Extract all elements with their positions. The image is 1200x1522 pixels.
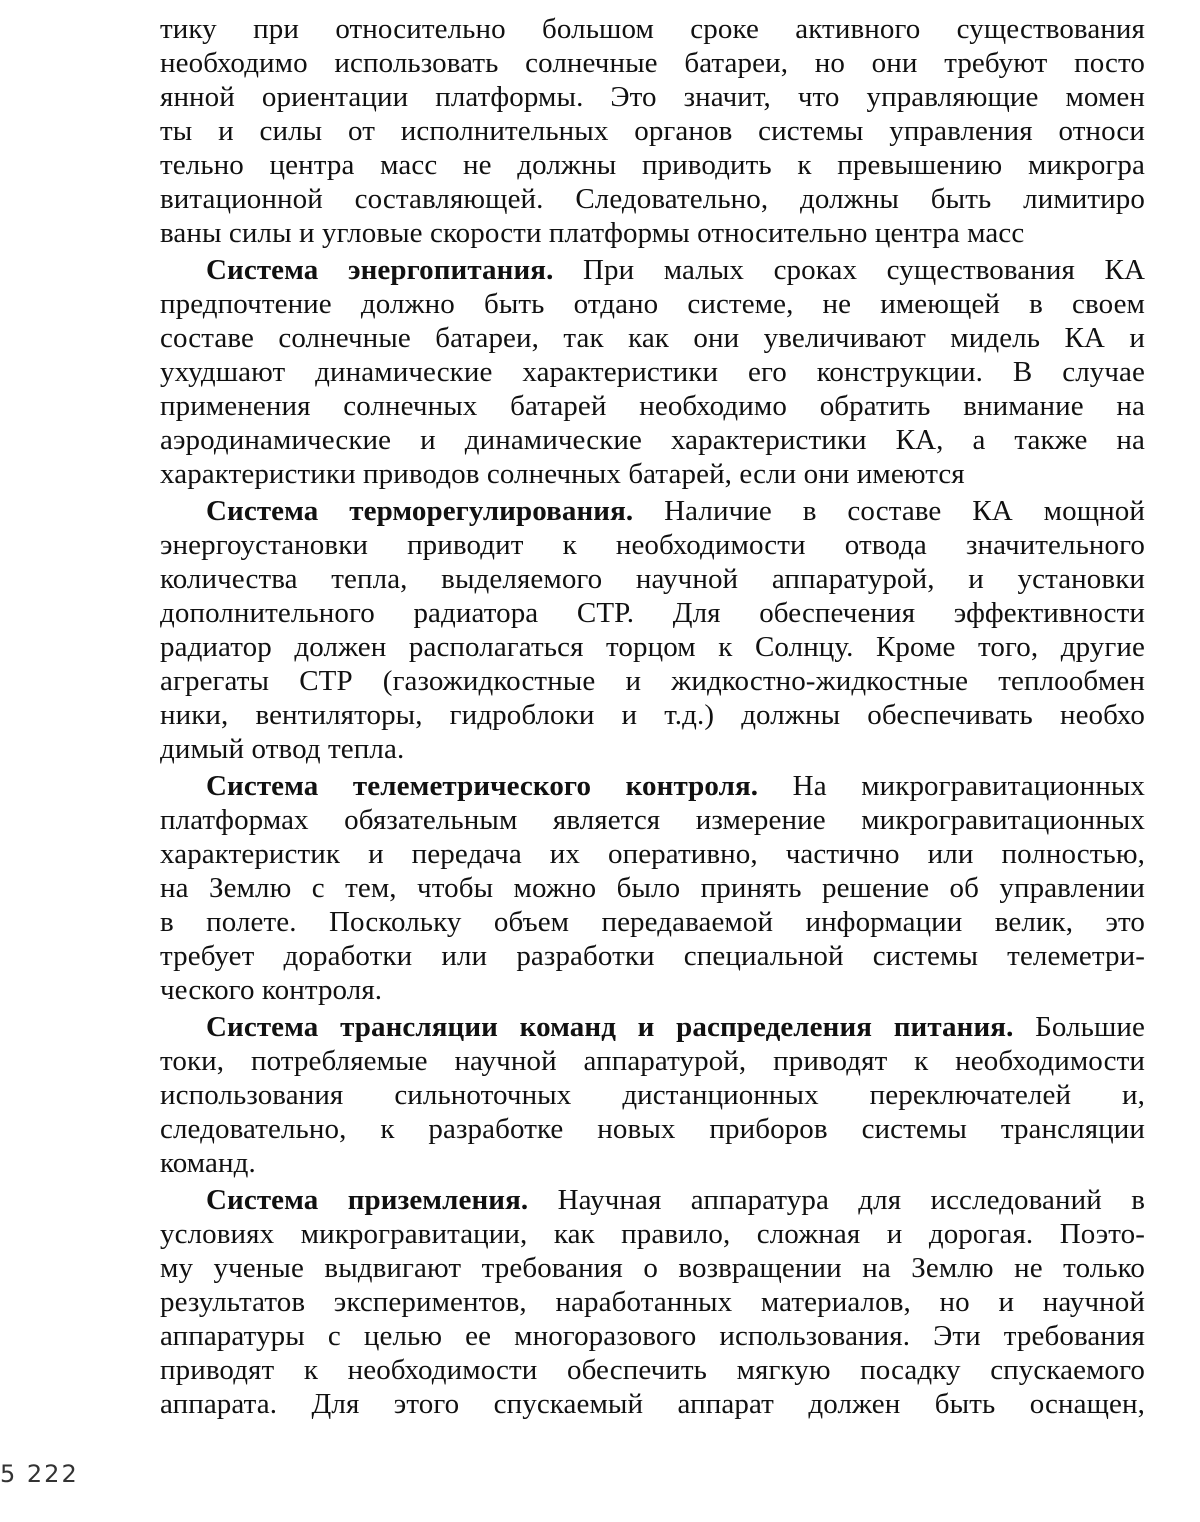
paragraph <box>160 494 1145 766</box>
text-line <box>160 1146 1145 1180</box>
text-line <box>160 114 1145 148</box>
line-text: ческого контроля. <box>160 974 383 1006</box>
paragraph <box>160 1183 1145 1421</box>
line-text: составе солнечные батареи, так как они увеличивают мидель КА и <box>160 322 1145 354</box>
text-line <box>160 1044 1145 1078</box>
line-text: приводят к необходимости обеспечить мягкую посадку спускаемого <box>160 1354 1145 1386</box>
text-line <box>160 1010 1145 1044</box>
line-text: платформах обязательным является измерение микрогравитационных <box>160 804 1145 836</box>
text-line <box>160 423 1145 457</box>
line-text: количества тепла, выделяемого научной аппаратурой, и установки <box>160 563 1145 595</box>
line-text: аппаратуры с целью ее многоразового использования. Эти требования <box>160 1320 1145 1352</box>
line-text: витационной составляющей. Следовательно, должны быть лимитиро <box>160 183 1145 215</box>
text-line <box>160 1285 1145 1319</box>
text-line <box>160 973 1145 1007</box>
line-text: дополнительного радиатора СТР. Для обеспечения эффективности <box>160 597 1145 629</box>
line-text: димый отвод тепла. <box>160 733 405 765</box>
line-text: янной ориентации платформы. Это значит, что управляющие момен <box>160 81 1145 113</box>
text-line <box>160 871 1145 905</box>
text-line <box>160 630 1145 664</box>
text-line <box>160 1387 1145 1421</box>
line-text: На микрогравитационных <box>758 770 1145 802</box>
line-text: предпочтение должно быть отдано системе, не имеющей в своем <box>160 288 1145 320</box>
line-text: необходимо использовать солнечные батареи, но они требуют посто <box>160 47 1145 79</box>
text-line <box>160 182 1145 216</box>
page-body-text <box>160 12 1145 1421</box>
text-line <box>160 528 1145 562</box>
line-text: Научная аппаратура для исследований в <box>528 1184 1145 1216</box>
text-line <box>160 80 1145 114</box>
line-text: ухудшают динамические характеристики его конструкции. В случае <box>160 356 1145 388</box>
text-line <box>160 939 1145 973</box>
line-text: использования сильноточных дистанционных переключателей и, <box>160 1079 1145 1111</box>
paragraph <box>160 1010 1145 1180</box>
text-line <box>160 216 1145 250</box>
line-text: При малых сроках существования КА <box>553 254 1145 286</box>
text-line <box>160 1078 1145 1112</box>
text-line <box>160 46 1145 80</box>
line-text: радиатор должен располагаться торцом к Солнцу. Кроме того, другие <box>160 631 1145 663</box>
paragraph <box>160 12 1145 250</box>
text-line <box>160 321 1145 355</box>
text-line <box>160 596 1145 630</box>
line-text: аппарата. Для этого спускаемый аппарат должен быть оснащен, <box>160 1388 1145 1420</box>
text-line <box>160 837 1145 871</box>
line-text: энергоустановки приводит к необходимости отвода значительного <box>160 529 1145 561</box>
text-line <box>160 1112 1145 1146</box>
paragraph <box>160 253 1145 491</box>
line-text: на Землю с тем, чтобы можно было принять решение об управлении <box>160 872 1145 904</box>
line-text: ты и силы от исполнительных органов системы управления относи <box>160 115 1145 147</box>
line-text: тику при относительно большом сроке активного существования <box>160 13 1145 45</box>
line-text: Большие <box>1013 1011 1145 1043</box>
text-line <box>160 664 1145 698</box>
line-text: аэродинамические и динамические характеристики КА, а также на <box>160 424 1145 456</box>
text-line <box>160 905 1145 939</box>
text-line <box>160 287 1145 321</box>
paragraph <box>160 769 1145 1007</box>
text-line <box>160 355 1145 389</box>
line-text: применения солнечных батарей необходимо обратить внимание на <box>160 390 1145 422</box>
line-text: характеристики приводов солнечных батарей, если они имеются <box>160 458 965 490</box>
section-heading: Система терморегулирования. <box>206 495 634 527</box>
text-line <box>160 1319 1145 1353</box>
text-line <box>160 1251 1145 1285</box>
line-text: токи, потребляемые научной аппаратурой, приводят к необходимости <box>160 1045 1145 1077</box>
text-line <box>160 803 1145 837</box>
text-line <box>160 457 1145 491</box>
line-text: ники, вентиляторы, гидроблоки и т.д.) должны обеспечивать необхо <box>160 699 1145 731</box>
text-line <box>160 1353 1145 1387</box>
line-text: команд. <box>160 1147 256 1179</box>
line-text: следовательно, к разработке новых приборов системы трансляции <box>160 1113 1145 1145</box>
text-line <box>160 12 1145 46</box>
line-text: тельно центра масс не должны приводить к превышению микрогра <box>160 149 1145 181</box>
text-line <box>160 253 1145 287</box>
line-text: ваны силы и угловые скорости платформы относительно центра масс <box>160 217 1025 249</box>
text-line <box>160 769 1145 803</box>
line-text: Наличие в составе КА мощной <box>633 495 1145 527</box>
line-text: агрегаты СТР (газожидкостные и жидкостно-жидкостные теплообмен <box>160 665 1145 697</box>
text-line <box>160 732 1145 766</box>
line-text: результатов экспериментов, наработанных материалов, но и научной <box>160 1286 1145 1318</box>
section-heading: Система телеметрического контроля. <box>206 770 759 802</box>
section-heading: Система приземления. <box>206 1184 529 1216</box>
margin-page-number: 5 222 <box>0 1460 79 1488</box>
line-text: условиях микрогравитации, как правило, сложная и дорогая. Поэто- <box>160 1218 1145 1250</box>
line-text: му ученые выдвигают требования о возвращении на Землю не только <box>160 1252 1145 1284</box>
text-line <box>160 1183 1145 1217</box>
line-text: требует доработки или разработки специальной системы телеметри- <box>160 940 1145 972</box>
line-text: в полете. Поскольку объем передаваемой информации велик, это <box>160 906 1145 938</box>
line-text: характеристик и передача их оперативно, частично или полностью, <box>160 838 1145 870</box>
text-line <box>160 562 1145 596</box>
text-line <box>160 494 1145 528</box>
text-line <box>160 389 1145 423</box>
text-line <box>160 148 1145 182</box>
section-heading: Система энергопитания. <box>206 254 554 286</box>
text-line <box>160 1217 1145 1251</box>
text-line <box>160 698 1145 732</box>
section-heading: Система трансляции команд и распределения питания. <box>206 1011 1014 1043</box>
